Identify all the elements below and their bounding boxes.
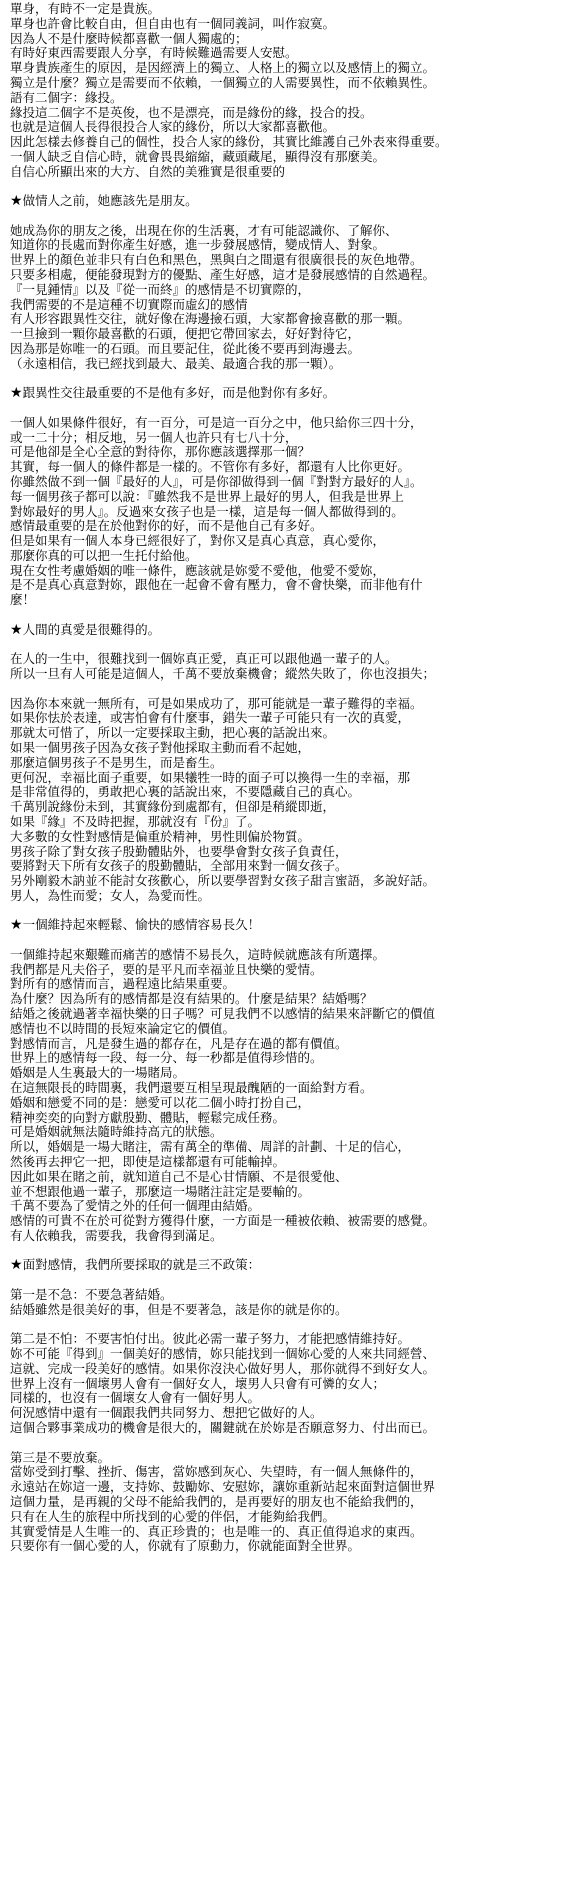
text-line: 自信心所顯出來的大方、自然的美雅實是很重要的 bbox=[10, 164, 286, 179]
text-line: 有時好東西需要跟人分享，有時候難過需要人安慰。 bbox=[10, 46, 298, 61]
text-line bbox=[10, 1436, 569, 1451]
text-line: 男孩子除了對女孩子殷勤體貼外，也要學會對女孩子負責任， bbox=[10, 844, 348, 859]
text-line: 單身貴族產生的原因，是因經濟上的獨立、人格上的獨立以及感情上的獨立。 bbox=[10, 61, 436, 76]
text-line: 是非常值得的，勇敢把心裏的話說出來，不要隱藏自己的真心。 bbox=[10, 785, 361, 800]
text-line: 其實愛情是人生唯一的、真正珍貴的；也是唯一的、真正值得追求的東西。 bbox=[10, 1524, 423, 1539]
text-line: 感情最重要的是在於他對你的好，而不是他自己有多好。 bbox=[10, 519, 323, 534]
text-line: 因為人不是什麼時候都喜歡一個人獨處的； bbox=[10, 31, 248, 46]
text-line: 只要多相處，便能發現對方的優點、產生好感，這才是發展感情的自然過程。 bbox=[10, 268, 436, 283]
text-line: 有人依賴我，需要我，我會得到滿足。 bbox=[10, 1228, 223, 1243]
section-heading bbox=[10, 386, 569, 401]
section-heading-text: 一個維持起來輕鬆、愉快的感情容易長久！ bbox=[22, 917, 261, 933]
text-line: 千萬不要為了愛情之外的任何一個理由結婚。 bbox=[10, 1199, 261, 1214]
text-line: 這就、完成一段美好的感情。如果你沒決心做好男人，那你就得不到好女人。 bbox=[10, 1361, 436, 1376]
text-line bbox=[10, 933, 569, 948]
text-line: 婚姻是人生裏最大的一場賭局。 bbox=[10, 1066, 186, 1081]
text-line: 我們都是凡夫俗子，要的是平凡而幸福並且快樂的愛情。 bbox=[10, 962, 323, 977]
text-line: 結婚之後就過著幸福快樂的日子嗎？可見我們不以感情的結果來評斷它的價值 bbox=[10, 1007, 436, 1021]
text-line: 因此如果在賭之前，就知道自己不是心甘情願、不是很愛他、 bbox=[10, 1169, 348, 1184]
section-heading bbox=[10, 918, 569, 933]
text-line: 精神奕奕的向對方獻殷勤、體貼，輕鬆完成任務。 bbox=[10, 1110, 286, 1125]
section-heading-text: 人間的真愛是很難得的。 bbox=[22, 621, 161, 637]
text-line: 大多數的女性對感情是偏重於精神，男性則偏於物質。 bbox=[10, 829, 311, 844]
text-line: 因此怎樣去修養自己的個性，投合人家的緣份，其實比維護自己外表來得重要。 bbox=[10, 135, 448, 150]
section-heading bbox=[10, 1258, 569, 1273]
text-line: 如果你怯於表達，或害怕會有什麼事，錯失一輩子可能只有一次的真愛， bbox=[10, 711, 411, 726]
text-line: 其實，每一個人的條件都是一樣的。不管你有多好，都還有人比你更好。 bbox=[10, 460, 411, 475]
text-line: 『一見鍾情』以及『從一而終』的感情是不切實際的， bbox=[10, 282, 311, 297]
text-line: 如果『緣』不及時把握，那就沒有『份』了。 bbox=[10, 814, 261, 829]
text-line: 對妳最好的男人』。反過來女孩子也是一樣，這是每一個人都做得到的。 bbox=[10, 504, 404, 519]
text-line: 單身，有時不一定是貴族。 bbox=[10, 2, 161, 16]
section-gap bbox=[10, 372, 569, 387]
text-line: 因為你本來就一無所有，可是如果成功了，那可能就是一輩子難得的幸福。 bbox=[10, 696, 423, 711]
text-line: 在這無限長的時間裏，我們還要互相呈現最醜陋的一面給對方看。 bbox=[10, 1080, 373, 1095]
text-line: 永遠站在妳這一邊，支持妳、鼓勵妳、安慰妳，讓妳重新站起來面對這個世界 bbox=[10, 1480, 436, 1495]
text-line: 感情的可貴不在於可從對方獲得什麼，一方面是一種被依賴、被需要的感覺。 bbox=[10, 1214, 436, 1229]
text-line: （永遠相信，我已經找到最大、最美、最適合我的那一顆）。 bbox=[10, 356, 342, 371]
text-line: 現在女性考慮婚姻的唯一條件，應該就是妳愛不愛他，他愛不愛妳， bbox=[10, 563, 386, 578]
text-line: 感情也不以時間的長短來論定它的價值。 bbox=[10, 1021, 236, 1036]
text-line: 知道你的長處而對你產生好感，進一步發展感情，變成情人、對象。 bbox=[10, 238, 386, 253]
text-line: 只要你有一個心愛的人，你就有了原動力，你就能面對全世界。 bbox=[10, 1539, 361, 1554]
text-line: 那麼這個男孩子不是男生，而是畜生。 bbox=[10, 755, 223, 770]
section-heading-text: 做情人之前，她應該先是朋友。 bbox=[22, 193, 198, 209]
text-line: 所以，婚姻是一場大賭注，需有萬全的準備、周詳的計劃、十足的信心， bbox=[10, 1140, 411, 1155]
star-bullet-icon: ★ bbox=[10, 385, 23, 402]
text-line: 千萬別說緣份未到，其實緣份到處都有，但卻是稍縱即逝， bbox=[10, 800, 336, 815]
text-line: 在人的一生中，很難找到一個妳真正愛，真正可以跟他過一輩子的人。 bbox=[10, 652, 398, 667]
section-gap bbox=[10, 608, 569, 623]
text-line: 第二是不怕：不要害怕付出。彼此必需一輩子努力，才能把感情維持好。 bbox=[10, 1332, 411, 1347]
text-line: 那就太可惜了，所以一定要採取主動，把心裏的話說出來。 bbox=[10, 726, 336, 741]
text-line: 並不想跟他過一輩子，那麼這一場賭注註定是要輸的。 bbox=[10, 1184, 311, 1199]
text-line: 是不是真心真意對妳，跟他在一起會不會有壓力，會不會快樂，而非他有什 bbox=[10, 578, 423, 593]
text-line: 要將對天下所有女孩子的殷勤體貼，全部用來對一個女孩子。 bbox=[10, 859, 348, 874]
text-line: 男人，為性而愛；女人，為愛而性。 bbox=[10, 888, 211, 903]
text-line: 如果一個男孩子因為女孩子對他採取主動而看不起她， bbox=[10, 740, 311, 755]
text-line: 第三是不要放棄。 bbox=[10, 1450, 111, 1465]
text-line: 當妳受到打擊、挫折、傷害，當妳感到灰心、失望時，有一個人無條件的， bbox=[10, 1465, 423, 1480]
text-line: 她成為你的朋友之後，出現在你的生活裏，才有可能認識你、了解你、 bbox=[10, 223, 398, 238]
text-line: 一個人缺乏自信心時，就會畏畏縮縮，藏頭藏尾，顯得沒有那麼美。 bbox=[10, 149, 386, 164]
text-line: 一個維持起來艱難而痛苦的感情不易長久，這時候就應該有所選擇。 bbox=[10, 947, 386, 962]
text-line: 因為那是妳唯一的石頭。而且要記住，從此後不要再到海邊去。 bbox=[10, 342, 361, 357]
text-line bbox=[10, 1317, 569, 1332]
text-line: 那麼你真的可以把一生托付給他。 bbox=[10, 548, 198, 563]
text-line: 所以一旦有人可能是這個人，千萬不要放棄機會；縱然失敗了，你也沒損失； bbox=[10, 666, 436, 681]
text-line bbox=[10, 209, 569, 224]
text-line: 可是婚姻就無法隨時維持高亢的狀態。 bbox=[10, 1125, 223, 1140]
text-line: 這個力量，是再親的父母不能給我們的，是再要好的朋友也不能給我們的， bbox=[10, 1495, 423, 1509]
text-line: 同樣的，也沒有一個壞女人會有一個好男人。 bbox=[10, 1391, 261, 1406]
text-line: 何況感情中還有一個跟我們共同努力、想把它做好的人。 bbox=[10, 1406, 323, 1421]
text-line: 對所有的感情而言，過程遠比結果重要。 bbox=[10, 977, 236, 992]
text-line: 世界上的感情每一段、每一分、每一秒都是值得珍惜的。 bbox=[10, 1051, 323, 1066]
text-line: 對感情而言，凡是發生過的都存在，凡是存在過的都有價值。 bbox=[10, 1036, 348, 1051]
text-line: 一旦撿到一顆你最喜歡的石頭，便把它帶回家去，好好對待它， bbox=[10, 327, 361, 342]
text-line: 為什麼？因為所有的感情都是沒有結果的。什麼是結果？結婚嗎？ bbox=[10, 992, 373, 1007]
section-gap bbox=[10, 904, 569, 919]
text-line: 結婚雖然是很美好的事，但是不要著急，該是你的就是你的。 bbox=[10, 1302, 348, 1317]
text-line: 每一個男孩子都可以說：『雖然我不是世界上最好的男人，但我是世界上 bbox=[10, 489, 404, 504]
text-line: 或一二十分；相反地，另一個人也許只有七八十分， bbox=[10, 430, 298, 445]
section-heading-text: 面對感情，我們所要採取的就是三不政策： bbox=[22, 1257, 261, 1273]
text-line: 一個人如果條件很好，有一百分，可是這一百分之中，他只給你三四十分， bbox=[10, 415, 423, 430]
text-line: 世界上的顏色並非只有白色和黑色，黑與白之間還有很廣很長的灰色地帶。 bbox=[10, 253, 423, 268]
text-line: 緣投這二個字不是英俊，也不是漂亮，而是緣份的緣，投合的投。 bbox=[10, 105, 373, 120]
text-line: 只有在人生的旅程中所找到的心愛的伴侶，才能夠給我們。 bbox=[10, 1509, 336, 1524]
text-line bbox=[10, 637, 569, 652]
text-line: 單身也許會比較自由，但自由也有一個同義詞，叫作寂寞。 bbox=[10, 16, 336, 31]
text-line: 世界上沒有一個壞男人會有一個好女人，壞男人只會有可憐的女人； bbox=[10, 1376, 386, 1391]
star-bullet-icon: ★ bbox=[10, 193, 23, 210]
text-line: 也就是這個人長得很投合人家的緣份，所以大家都喜歡他。 bbox=[10, 120, 336, 135]
text-line: 另外剛毅木訥並不能討女孩歡心，所以要學習對女孩子甜言蜜語，多說好話。 bbox=[10, 874, 436, 889]
text-line: 婚姻和戀愛不同的是：戀愛可以花二個小時打扮自己， bbox=[10, 1095, 311, 1110]
text-line: 有人形容跟異性交往，就好像在海邊撿石頭，大家都會撿喜歡的那一顆。 bbox=[10, 312, 411, 327]
star-bullet-icon: ★ bbox=[10, 917, 23, 934]
text-line: 你雖然做不到一個『最好的人』，可是你卻做得到一個『對對方最好的人』。 bbox=[10, 474, 423, 489]
section-heading bbox=[10, 623, 569, 638]
text-line: 可是他卻是全心全意的對待你，那你應該選擇那一個？ bbox=[10, 445, 311, 460]
text-line: 我們需要的不是這種不切實際而虛幻的感情 bbox=[10, 297, 248, 312]
text-line bbox=[10, 682, 569, 697]
star-bullet-icon: ★ bbox=[10, 1257, 23, 1274]
text-line: 麼！ bbox=[10, 593, 36, 608]
text-line: 語有二個字：緣投。 bbox=[10, 90, 123, 105]
star-bullet-icon: ★ bbox=[10, 621, 23, 638]
text-line: 但是如果有一個人本身已經很好了，對你又是真心真意，真心愛你， bbox=[10, 534, 386, 549]
text-line: 第一是不急：不要急著結婚。 bbox=[10, 1287, 173, 1302]
text-line: 然後再去押它一把，即使是這樣都還有可能輸掉。 bbox=[10, 1154, 286, 1169]
section-gap bbox=[10, 180, 569, 195]
text-line: 妳不可能『得到』一個美好的感情，妳只能找到一個妳心愛的人來共同經營、 bbox=[10, 1347, 436, 1362]
text-line: 獨立是什麼？獨立是需要而不依賴，一個獨立的人需要異性，而不依賴異性。 bbox=[10, 75, 436, 90]
text-line: 這個合夥事業成功的機會是很大的，關鍵就在於妳是否願意努力、付出而已。 bbox=[10, 1421, 436, 1436]
section-gap bbox=[10, 1244, 569, 1259]
section-heading-text: 跟異性交往最重要的不是他有多好，而是他對你有多好。 bbox=[22, 385, 336, 401]
text-line bbox=[10, 1273, 569, 1288]
section-heading bbox=[10, 194, 569, 209]
text-line bbox=[10, 401, 569, 416]
text-line: 更何況，幸福比面子重要，如果犧牲一時的面子可以換得一生的幸福，那 bbox=[10, 770, 411, 785]
